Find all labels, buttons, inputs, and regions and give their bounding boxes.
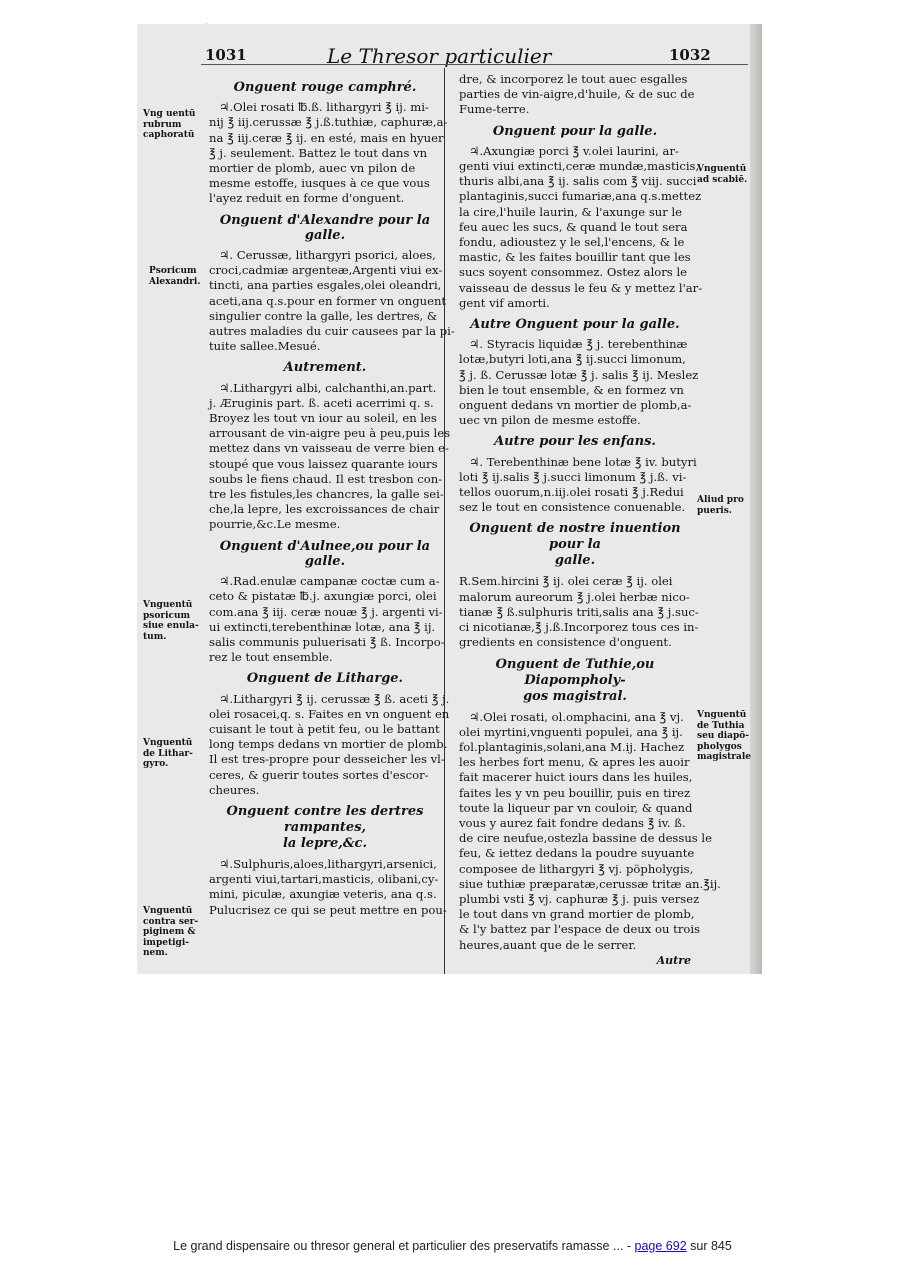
text-line: feu auec les sucs, & quand le tout sera	[459, 219, 688, 234]
heading-line: galle.	[554, 553, 596, 569]
text-line: singulier contre la galle, les dertres, &	[209, 308, 438, 323]
text-line: tincti, ana parties esgales,olei oleandri,	[209, 278, 442, 293]
text-line: salis communis puluerisati ℥ ß. Incorpo-	[209, 634, 445, 649]
margin-line: Aliud pro	[697, 495, 744, 505]
text-line: malorum aureorum ℥ j.olei herbæ nico-	[459, 589, 690, 604]
text-line: ℥ j. seulement. Battez le tout dans vn	[209, 145, 428, 160]
section-heading: Onguent d'Aulnee,ou pour la galle.	[219, 538, 431, 569]
margin-line: gyro.	[143, 759, 169, 769]
margin-note	[697, 710, 751, 763]
text-line: gredients en consistence d'onguent.	[459, 635, 672, 650]
text-line: soubs le fiens chaud. Il est tresbon con-	[209, 471, 443, 486]
margin-line: rubrum	[143, 119, 182, 130]
section-heading: Autrement.	[283, 360, 367, 376]
text-line: sucs soyent consommez. Ostez alors le	[459, 265, 688, 280]
text-line: uec vn pilon de mesme estoffe.	[459, 413, 641, 428]
text-line: thuris albi,ana ℥ ij. salis com ℥ viij. succi	[459, 174, 697, 189]
margin-line: piginem &	[143, 927, 196, 937]
margin-line: Vng uentū	[143, 109, 196, 119]
text-line: ceres, & guerir toutes sortes d'escor-	[209, 767, 429, 782]
text-line: autres maladies du cuir causees par la pi-	[209, 324, 455, 339]
header-rule	[201, 64, 748, 65]
text-line: na ℥ iij.ceræ ℥ ij. en esté, mais en hyuer	[209, 130, 444, 145]
margin-note	[697, 164, 747, 185]
recipe-paragraph	[209, 100, 448, 206]
margin-line: psoricum	[143, 610, 191, 621]
heading-line: Onguent contre les dertres rampantes,	[226, 803, 424, 835]
section-heading	[459, 521, 691, 569]
margin-line: de Tuthia	[697, 720, 745, 731]
text-line: bien le tout ensemble, & en formez vn	[459, 382, 684, 397]
text-line: sez le tout en consistence conuenable.	[459, 500, 686, 515]
heading-line: Onguent de nostre inuention pour la	[469, 521, 681, 553]
text-line: plantaginis,succi fumariæ,ana q.s.mettez	[459, 189, 702, 204]
section-heading: Onguent pour la galle.	[492, 123, 658, 139]
text-line: mini, piculæ, axungiæ veteris, ana q.s.	[209, 887, 437, 902]
text-line: plumbi vsti ℥ vj. caphuræ ℥ j. puis versez	[459, 891, 700, 906]
recipe-paragraph	[209, 380, 451, 533]
text-line: stoupé que vous laissez quarante iours	[209, 456, 438, 471]
margin-line: Vnguentū	[697, 710, 747, 720]
text-line: arrousant de vin-aigre peu à peu,puis les	[209, 426, 451, 441]
recipe-paragraph	[459, 454, 697, 516]
section-heading: Onguent rouge camphré.	[233, 80, 417, 95]
text-line: ♃. Cerussæ, lithargyri psorici, aloes,	[219, 248, 436, 263]
section-heading: Onguent d'Alexandre pour la galle.	[219, 212, 431, 243]
recipe-paragraph	[459, 143, 703, 311]
text-line: dre, & incorporez le tout auec esgalles	[459, 72, 688, 86]
running-title: Le Thresor particulier	[327, 44, 552, 68]
margin-line: caphoratū	[143, 130, 195, 140]
text-line: fondu, adioustez y le sel,l'encens, & le	[459, 235, 685, 250]
text-line: ceto & pistatæ ℔.j. axungiæ porci, olei	[209, 589, 437, 604]
recipe-paragraph	[459, 72, 695, 118]
page-edge-shadow	[750, 24, 762, 974]
text-line: che,la lepre, les excroissances de chair	[209, 502, 440, 517]
margin-line: Vnguentū	[143, 738, 193, 748]
margin-line: pholygos	[697, 741, 742, 752]
text-line: ♃.Lithargyri albi, calchanthi,an.part.	[219, 380, 437, 395]
text-line: le tout dans vn grand mortier de plomb,	[459, 907, 695, 922]
text-line: mesme estoffe, iusques à ce que vous	[209, 176, 430, 191]
text-line: les herbes fort menu, & apres les auoir	[459, 755, 690, 770]
text-line: Broyez les tout vn iour au soleil, en les	[209, 411, 437, 426]
recipe-paragraph	[209, 248, 455, 354]
text-line: onguent dedans vn mortier de plomb,a-	[459, 398, 692, 413]
text-line: mettez dans vn vaisseau de verre bien e-	[209, 441, 449, 456]
text-line: nij ℥ iij.cerussæ ℥ j.ß.tuthiæ, caphuræ,a-	[209, 115, 448, 130]
footer-title: Le grand dispensaire ou thresor general et particulier des preservatifs ramasse ... -	[173, 1239, 635, 1253]
margin-line: de Lithar-	[143, 748, 193, 759]
text-line: Il est tres-propre pour desseicher les vl-	[209, 752, 445, 767]
margin-line: ad scabiē.	[697, 174, 748, 185]
text-line: olei myrtini,vnguenti populei, ana ℥ ij.	[459, 724, 683, 739]
heading-line: gos magistral.	[523, 688, 627, 704]
text-line: j. Æruginis part. ß. aceti acerrimi q. s.	[209, 395, 434, 410]
text-line: ui extincti,terebenthinæ lotæ, ana ℥ ij.	[209, 619, 436, 634]
document-footer	[0, 1239, 905, 1253]
text-line: tuite sallee.Mesué.	[209, 339, 321, 354]
text-line: ♃.Rad.enulæ campanæ coctæ cum a-	[219, 574, 440, 589]
text-line: ♃. Styracis liquidæ ℥ j. terebenthinæ	[469, 337, 688, 352]
section-heading: Autre pour les enfans.	[494, 434, 656, 450]
recipe-paragraph	[459, 337, 699, 428]
text-line: pourrie,&c.Le mesme.	[209, 517, 341, 532]
text-line: heures,auant que de le serrer.	[459, 937, 637, 952]
text-line: long temps dedans vn mortier de plomb.	[209, 737, 448, 752]
text-line: & l'y battez par l'espace de deux ou trois	[459, 922, 700, 937]
text-line: olei rosacei,q. s. Faites en vn onguent en	[209, 706, 450, 721]
text-line: la cire,l'huile laurin, & l'axunge sur le	[459, 204, 683, 219]
text-line: ♃. Terebenthinæ bene lotæ ℥ iv. butyri	[469, 454, 697, 469]
margin-note	[143, 738, 193, 770]
page-link[interactable]: page 692	[634, 1239, 687, 1253]
margin-line: seu diapō-	[697, 731, 750, 741]
margin-line: magistrale	[697, 752, 752, 762]
right-page-number: 1032	[669, 46, 711, 64]
text-line: vous y aurez fait fondre dedans ℥ iv. ß.	[459, 815, 686, 830]
text-line: tianæ ℥ ß.sulphuris triti,salis ana ℥ j.suc-	[459, 604, 699, 619]
text-line: genti viui extincti,ceræ mundæ,masticis,	[459, 159, 700, 174]
text-line: loti ℥ ij.salis ℥ j.succi limonum ℥ j.ß. vi-	[459, 469, 687, 484]
text-line: tre les fistules,les chancres, la galle sei-	[209, 487, 444, 502]
margin-note	[149, 266, 200, 287]
text-line: croci,cadmiæ argenteæ,Argenti viui ex-	[209, 263, 443, 278]
margin-line: pueris.	[697, 505, 732, 516]
section-heading: Onguent de Litharge.	[246, 671, 404, 687]
text-line: faites les y vn peu bouillir, puis en tirez	[459, 785, 691, 800]
margin-line: Vnguentū	[143, 906, 193, 916]
text-line: ♃.Olei rosati ℔.ß. lithargyri ℥ ij. mi-	[219, 100, 429, 115]
text-line: de cire neufue,ostezla bassine de dessus le	[459, 831, 712, 846]
margin-line: siue enula-	[143, 621, 199, 631]
text-line: mastic, & les faites bouillir tant que les	[459, 250, 691, 265]
text-line: ♃.Axungiæ porci ℥ v.olei laurini, ar-	[469, 143, 679, 158]
margin-line: nem.	[143, 948, 168, 958]
text-line: Fume-terre.	[459, 102, 530, 117]
catchword: Autre	[656, 953, 691, 967]
margin-note	[143, 600, 199, 642]
text-line: lotæ,butyri loti,ana ℥ ij.succi limonum,	[459, 352, 686, 367]
text-line: mortier de plomb, auec vn pilon de	[209, 161, 416, 176]
text-line: toute la liqueur par vn couloir, & quand	[459, 800, 693, 815]
text-line: cuisant le tout à petit feu, ou le battant	[209, 721, 440, 736]
recipe-paragraph	[209, 691, 450, 798]
column-divider	[444, 68, 445, 974]
text-line: ♃.Sulphuris,aloes,lithargyri,arsenici,	[219, 856, 437, 871]
section-heading: Autre Onguent pour la galle.	[470, 317, 680, 333]
text-line: l'ayez reduit en forme d'onguent.	[209, 191, 405, 206]
left-page-number: 1031	[205, 46, 247, 64]
text-line: Pulucrisez ce qui se peut mettre en pou-	[209, 902, 447, 917]
margin-line: Psoricum	[149, 266, 197, 276]
heading-line: Onguent de Tuthie,ou Diapompholy-	[495, 656, 655, 688]
text-line: fol.plantaginis,solani,ana M.ij. Hachez	[459, 739, 685, 754]
text-line: ℥ j. ß. Cerussæ lotæ ℥ j. salis ℥ ij. Meslez	[459, 367, 699, 382]
heading-line: la lepre,&c.	[282, 835, 367, 851]
margin-line: contra ser-	[143, 916, 199, 927]
text-line: parties de vin-aigre,d'huile, & de suc de	[459, 87, 695, 102]
text-line: rez le tout ensemble.	[209, 650, 333, 665]
text-line: ♃.Olei rosati, ol.omphacini, ana ℥ vj.	[469, 709, 684, 724]
scanned-page	[137, 24, 762, 974]
footer-page-count: sur 845	[686, 1239, 732, 1253]
recipe-paragraph	[209, 574, 445, 665]
text-line: tellos ouorum,n.iij.olei rosati ℥ j.Redui	[459, 485, 684, 500]
text-line: argenti viui,tartari,masticis, olibani,cy-	[209, 872, 439, 887]
text-line: com.ana ℥ iij. ceræ nouæ ℥ j. argenti vi-	[209, 604, 443, 619]
text-line: composee de lithargyri ℥ vj. pöpholygis,	[459, 861, 694, 876]
text-line: siue tuthiæ præparatæ,cerussæ tritæ an.℥ij.	[459, 876, 721, 891]
recipe-paragraph	[209, 856, 447, 918]
margin-line: Vnguentū	[143, 600, 193, 610]
section-heading	[459, 657, 691, 705]
section-heading	[209, 804, 441, 852]
text-line: R.Sem.hircini ℥ ij. olei ceræ ℥ ij. olei	[459, 574, 673, 589]
left-column	[209, 74, 455, 918]
text-line: fait macerer huict iours dans les huiles,	[459, 770, 693, 785]
margin-line: Alexandri.	[149, 276, 201, 287]
text-line: gent vif amorti.	[459, 295, 550, 310]
text-line: cheures.	[209, 782, 260, 797]
recipe-paragraph	[459, 574, 699, 650]
margin-note	[143, 109, 195, 141]
margin-line: tum.	[143, 631, 167, 642]
text-line: aceti,ana q.s.pour en former vn onguent	[209, 293, 447, 308]
margin-line: Vnguentū	[697, 164, 747, 174]
margin-note	[697, 495, 744, 516]
text-line: ci nicotianæ,℥ j.ß.Incorporez tous ces in-	[459, 620, 699, 635]
text-line: vaisseau de dessus le feu & y mettez l'ar-	[459, 280, 703, 295]
text-line: feu, & iettez dedans la poudre suyuante	[459, 846, 695, 861]
margin-line: impetigi-	[143, 937, 189, 948]
margin-note	[143, 906, 198, 959]
text-line: ♃.Lithargyri ℥ ij. cerussæ ℥ ß. aceti ℥ j.	[219, 691, 450, 706]
